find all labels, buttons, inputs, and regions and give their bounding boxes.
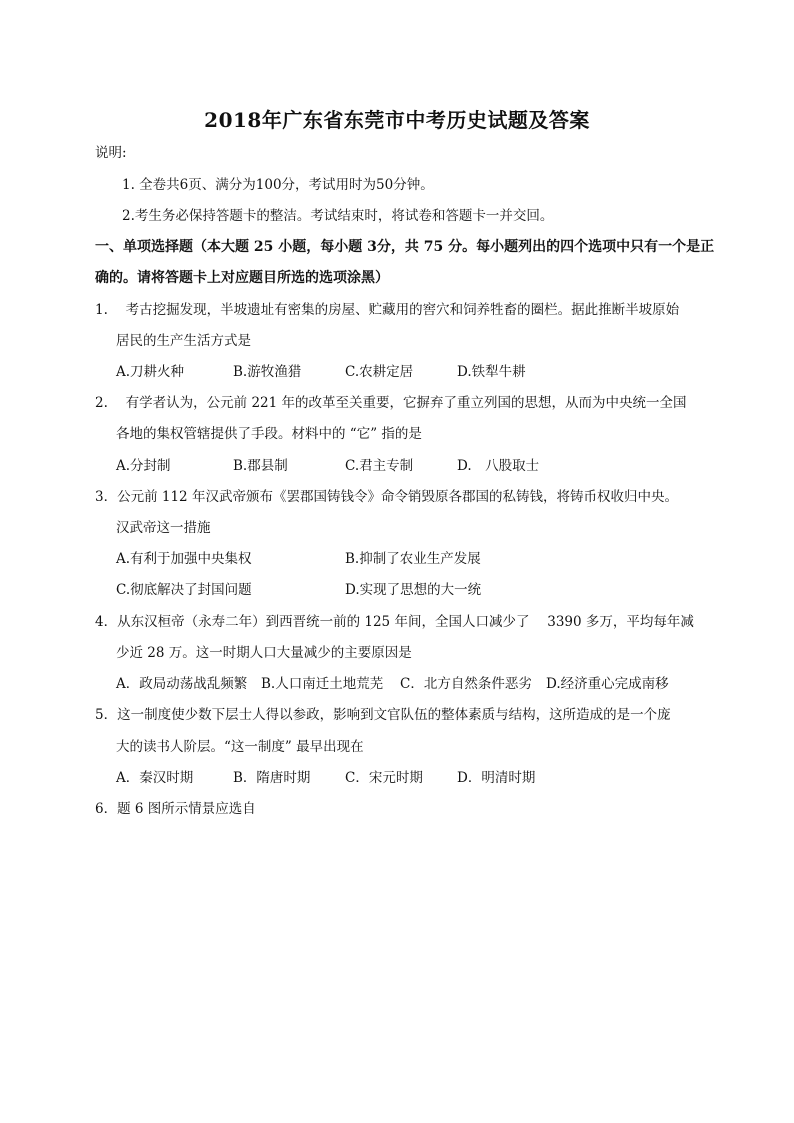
answer-option: A.有利于加强中央集权 (116, 551, 252, 567)
answer-option: A．秦汉时期 (116, 770, 194, 786)
question-text: 5．这一制度使少数下层士人得以参政，影响到文官队伍的整体素质与结构，这所造成的是一个庞 (95, 707, 671, 723)
answer-option: D．明清时期 (457, 770, 536, 786)
answer-option: B.抑制了农业生产发展 (345, 551, 481, 567)
question-text: 大的读书人阶层。“这一制度” 最早出现在 (116, 739, 364, 755)
question-text: 6．题 6 图所示情景应选自 (95, 801, 256, 817)
answer-option: B.人口南迁土地荒芜 (261, 676, 384, 692)
question-text: 少近 28 万。这一时期人口大量减少的主要原因是 (116, 645, 412, 661)
answer-option: A.刀耕火种 (116, 364, 185, 380)
question-text: 汉武帝这一措施 (116, 520, 211, 536)
answer-option: D.经济重心完成南移 (546, 676, 669, 692)
answer-option: C.农耕定居 (345, 364, 414, 380)
question-text: 4．从东汉桓帝（永寿二年）到西晋统一前的 125 年间，全国人口减少了 3390 多万，平均每年减 (95, 614, 694, 630)
page-title: 2018年广东省东莞市中考历史试题及答案 (204, 108, 590, 132)
section-heading: 一、单项选择题（本大题 25 小题，每小题 3分，共 75 分。每小题列出的四个选项中只有一个是正 (95, 239, 715, 255)
answer-option: C.君主专制 (345, 458, 414, 474)
question-text: 2. 有学者认为，公元前 221 年的改革至关重要，它摒弃了重立列国的思想，从而为中央统一全国 (95, 395, 687, 411)
note-item: 1. 全卷共6页、满分为100分，考试用时为50分钟。 (122, 177, 434, 193)
notes-label: 说明: (95, 145, 127, 161)
answer-option: B.游牧渔猎 (233, 364, 302, 380)
question-text: 各地的集权管辖提供了手段。材料中的 “它” 指的是 (116, 426, 422, 442)
answer-option: A．政局动荡战乱频繁 (116, 676, 248, 692)
answer-option: B．隋唐时期 (233, 770, 311, 786)
answer-option: D.铁犁牛耕 (457, 364, 526, 380)
question-text: 居民的生产生活方式是 (116, 333, 251, 349)
note-item: 2.考生务必保持答题卡的整洁。考试结束时，将试卷和答题卡一并交回。 (122, 208, 554, 224)
answer-option: D. 八股取士 (457, 458, 540, 474)
section-heading: 确的。请将答题卡上对应题目所选的选项涂黑） (95, 270, 389, 286)
answer-option: A.分封制 (116, 458, 171, 474)
answer-option: D.实现了思想的大一统 (345, 582, 482, 598)
question-text: 1. 考古挖掘发现，半坡遗址有密集的房屋、贮藏用的窖穴和饲养牲畜的圈栏。据此推断半坡原始 (95, 302, 680, 318)
answer-option: C．宋元时期 (345, 770, 423, 786)
answer-option: B.郡县制 (233, 458, 288, 474)
answer-option: C.彻底解决了封国问题 (116, 582, 252, 598)
answer-option: C．北方自然条件恶劣 (400, 676, 532, 692)
question-text: 3．公元前 112 年汉武帝颁布《罢郡国铸钱令》命令销毁原各郡国的私铸钱，将铸币权收归中央。 (95, 489, 678, 505)
